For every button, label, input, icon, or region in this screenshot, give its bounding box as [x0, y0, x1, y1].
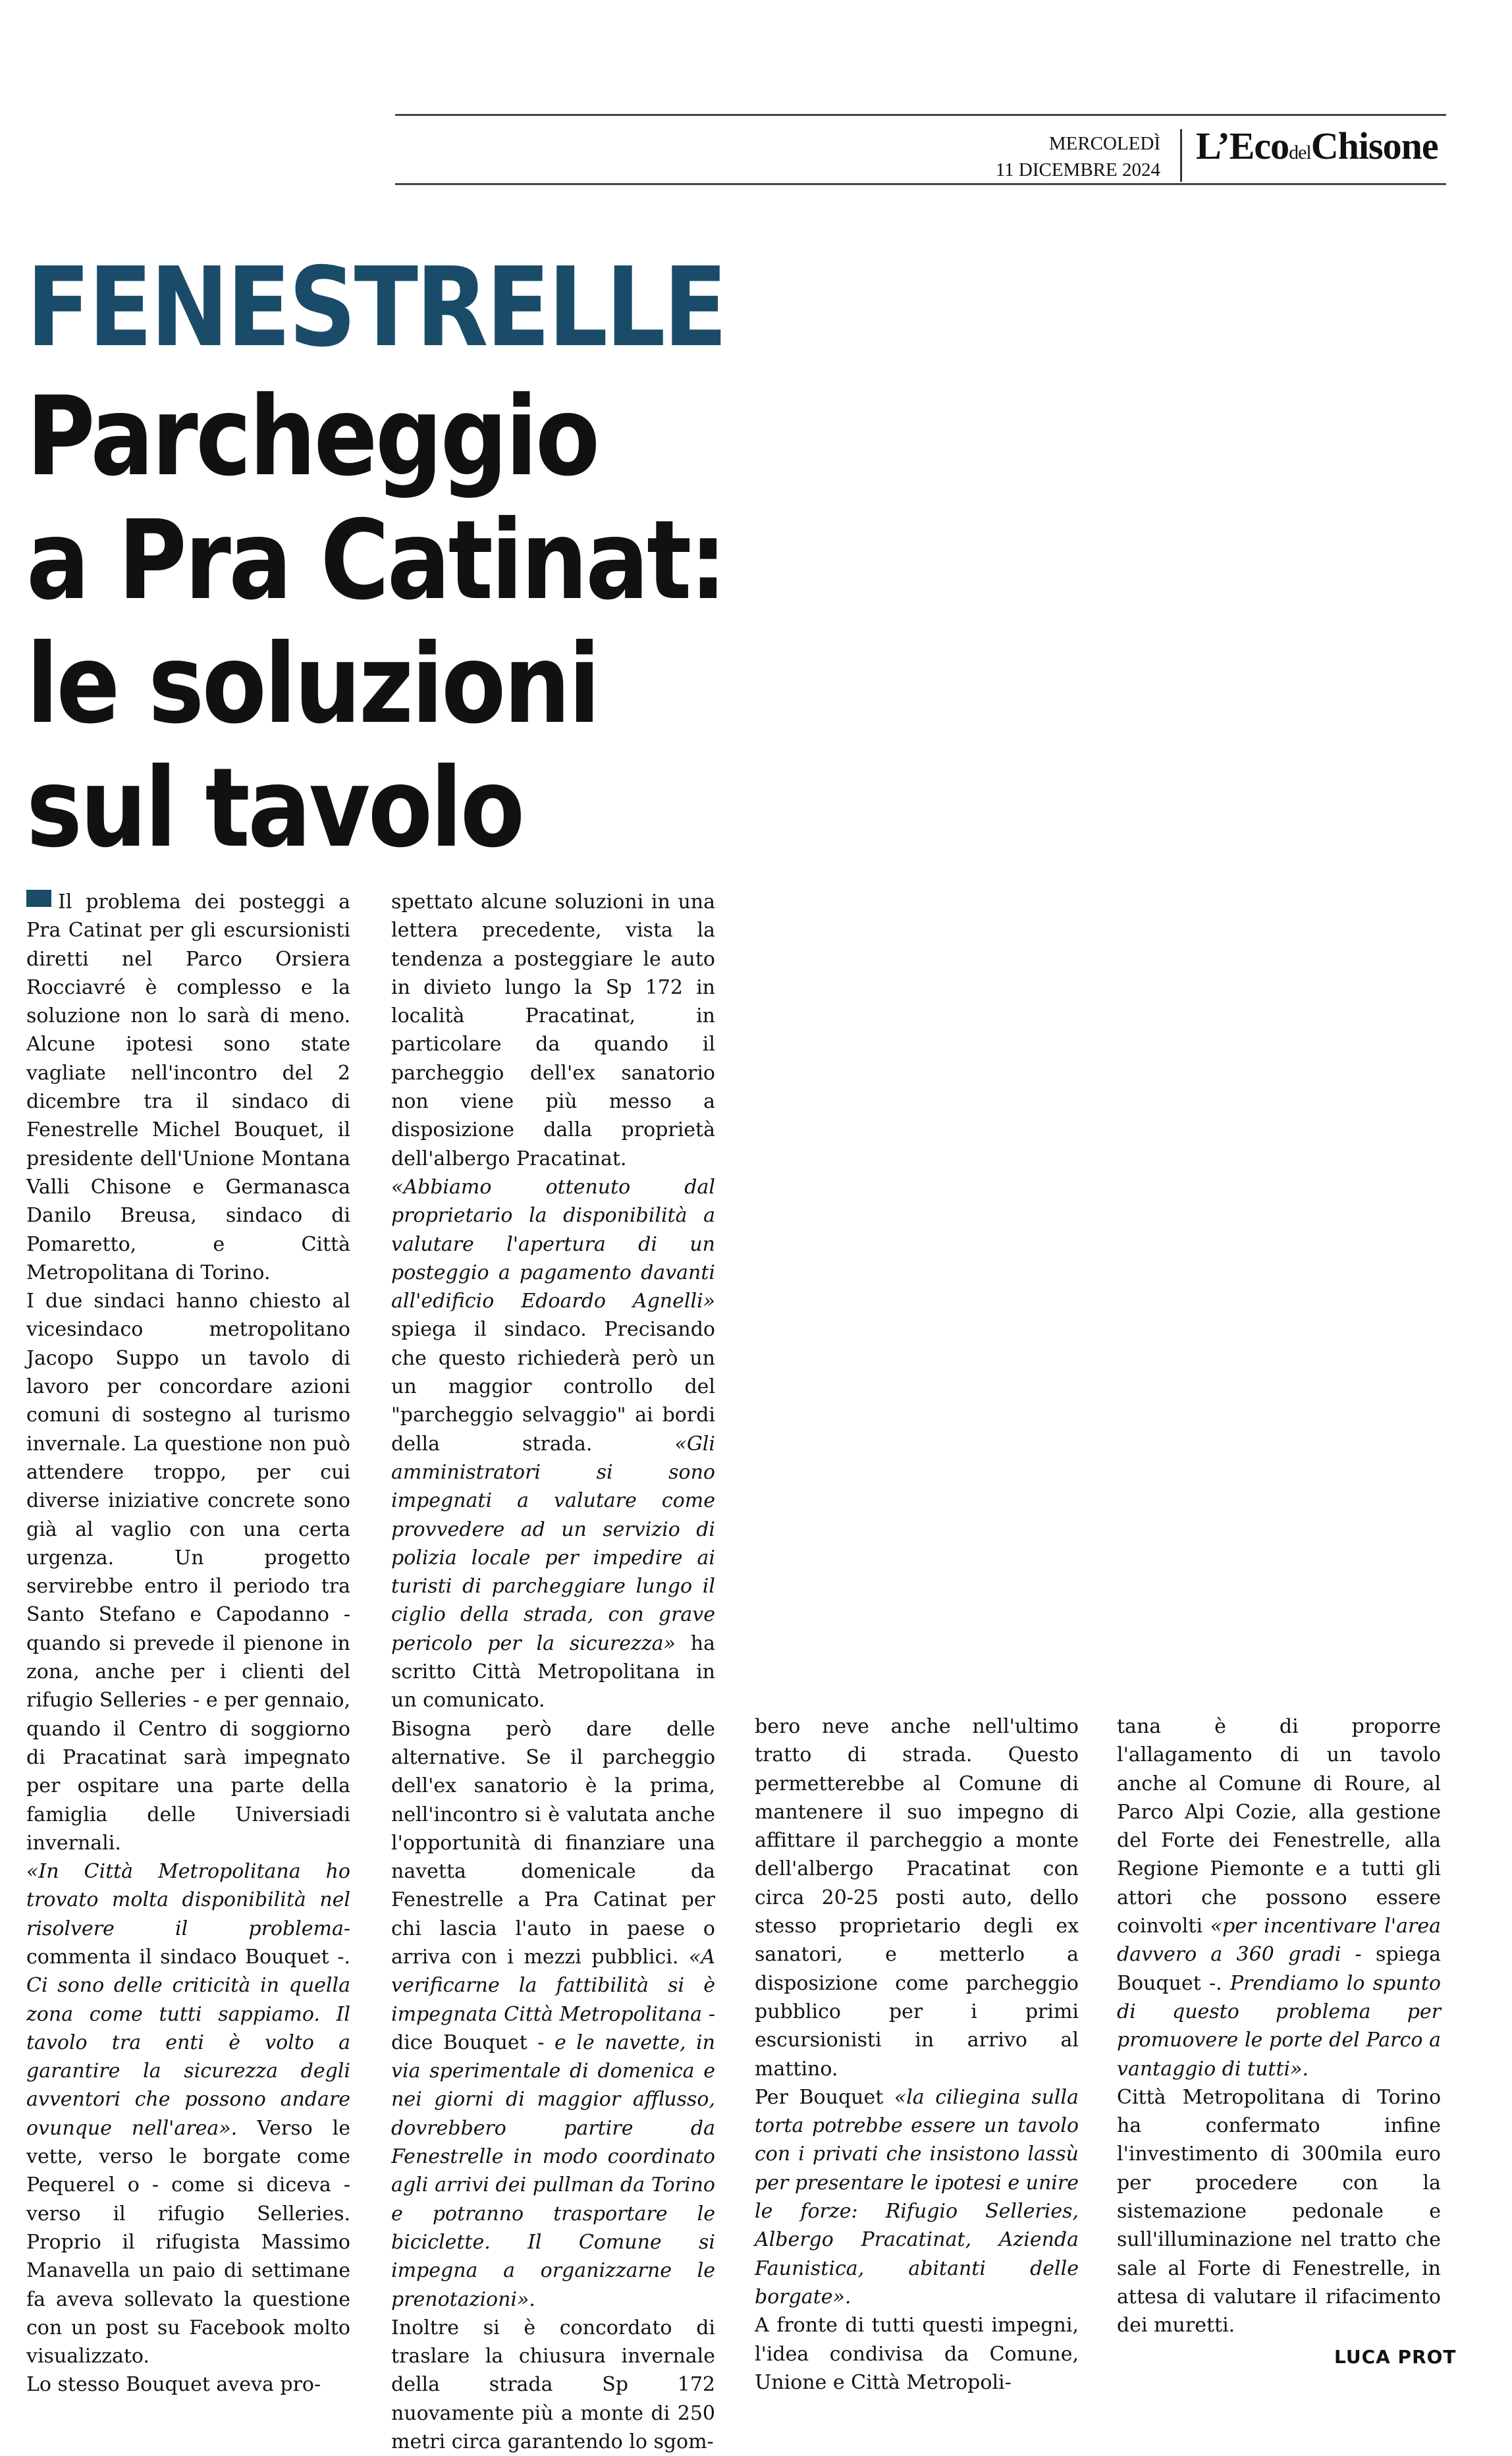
- paragraph: A fronte di tutti questi impegni, l'idea condivisa da Comune, Unione e Città Metropoli-: [755, 2314, 1079, 2394]
- headline-line: le soluzioni: [26, 621, 599, 748]
- paragraph: bero neve anche nell'ultimo tratto di strada. Questo permetterebbe al Comune di mantenere il suo impegno di affittare il parcheggio a monte dell'albergo Pracatinat con circa 20-25 posti auto, dello stesso proprietario degli ex sanatori, e metterlo a disposizione come parcheggio pubblico per i primi escursionisti in arrivo al mattino.: [755, 1715, 1079, 2081]
- paragraph: Bisogna però dare delle alternative. Se il parcheggio dell'ex sanatorio è la prima, nell'incontro si è valutata anche l'opportunità di finanziare una navetta domenicale da Fenestrelle a Pra Catinat per chi lascia l'auto in paese o arriva con i mezzi pubblici. «A verificarne la fattibilità si è impegnata Città Metropolitana - dice Bouquet - e le navette, in via sperimentale di domenica e nei giorni di maggior afflusso, dovrebbero partire da Fenestrelle in modo coordinato agli arrivi dei pullman da Torino e potranno trasportare le biciclette. Il Comune si impegna a organizzarne le prenotazioni».: [391, 1717, 715, 2311]
- section-marker-icon: [26, 890, 51, 907]
- paragraph: Lo stesso Bouquet aveva pro-: [26, 2373, 321, 2397]
- paragraph: Il problema dei posteggi a Pra Catinat per gli escursionisti diretti nel Parco Orsiera Rocciavré è complesso e la soluzione non lo sarà di meno. Alcune ipotesi sono state vagliate nell'incontro del 2 dicembre tra il sindaco di Fenestrelle Michel Bouquet, il presidente dell'Unione Montana Valli Chisone e Germanasca Danilo Breusa, sindaco di Pomaretto, e Città Metropolitana di Torino.: [26, 890, 350, 1284]
- issue-date: [996, 130, 1160, 183]
- masthead-top-rule: [395, 114, 1446, 116]
- issue-full-date: 11 DICEMBRE 2024: [995, 159, 1160, 180]
- paragraph: Per Bouquet «la ciliegina sulla torta potrebbe essere un tavolo con i privati che insistono lassù per presentare le ipotesi e unire le forze: Rifugio Selleries, Albergo Pracatinat, Azienda Faunistica, abitanti delle borgate».: [755, 2085, 1079, 2308]
- paragraph: Inoltre si è concordato di traslare la chiusura invernale della strada Sp 172 nuovamente più a monte di 250 metri circa garantendo lo sgom-: [391, 2316, 715, 2454]
- logo-del: del: [1289, 142, 1311, 163]
- paragraph: tana è di proporre l'allagamento di un tavolo anche al Comune di Roure, al Parco Alpi Cozie, alla gestione del Forte dei Fenestrelle, alla Regione Piemonte e a tutti gli attori che possono essere coinvolti «per incentivare l'area davvero a 360 gradi - spiega Bouquet -. Prendiamo lo spunto di questo problema per promuovere le porte del Parco a vantaggio di tutti».: [1117, 1715, 1441, 2081]
- paragraph: Città Metropolitana di Torino ha confermato infine l'investimento di 300mila euro per procedere con la sistemazione pedonale e sull'illuminazione nel tratto che sale al Forte di Fenestrelle, in attesa di valutare il rifacimento dei muretti.: [1117, 2085, 1441, 2337]
- headline-line: sul tavolo: [26, 745, 523, 872]
- article-column-4: [1117, 1712, 1441, 2340]
- masthead-bottom-rule: [395, 183, 1446, 185]
- article-column-1: [26, 888, 350, 2399]
- article-column-3: [755, 1712, 1079, 2397]
- issue-day: MERCOLEDÌ: [1048, 133, 1160, 154]
- paragraph: «Abbiamo ottenuto dal proprietario la disponibilità a valutare l'apertura di un posteggio a pagamento davanti all'edificio Edoardo Agnelli» spiega il sindaco. Precisando che questo richiederà però un un maggior controllo del "parcheggio selvaggio" ai bordi della strada. «Gli amministratori si sono impegnati a valutare come provvedere ad un servizio di polizia locale per impedire ai turisti di parcheggiare lungo il ciglio della strada, con grave pericolo per la sicurezza» ha scritto Città Metropolitana in un comunicato.: [391, 1175, 715, 1712]
- headline-line: a Pra Catinat:: [26, 497, 725, 624]
- paragraph: «In Città Metropolitana ho trovato molta disponibilità nel risolvere il problema- commenta il sindaco Bouquet -. Ci sono delle criticità in quella zona come tutti sappiamo. Il tavolo tra enti è volto a garantire la sicurezza degli avventori che possono andare ovunque nell'area». Verso le vette, verso le borgate come Pequerel o - come si diceva - verso il rifugio Selleries. Proprio il rifugista Massimo Manavella un paio di settimane fa aveva sollevato la questione con un post su Facebook molto visualizzato.: [26, 1860, 350, 2368]
- logo-eco: L’Eco: [1196, 124, 1289, 167]
- paragraph: spettato alcune soluzioni in una lettera precedente, vista la tendenza a posteggiare le auto in divieto lungo la Sp 172 in località Pracatinat, in particolare da quando il parcheggio dell'ex sanatorio non viene più messo a disposizione dalla proprietà dell'albergo Pracatinat.: [391, 890, 715, 1170]
- article-column-2: [391, 888, 715, 2456]
- author-byline: LUCA PROT: [1334, 2346, 1457, 2368]
- masthead-divider: [1180, 129, 1182, 182]
- newspaper-logo: [1196, 124, 1438, 168]
- headline-line: Parcheggio: [26, 373, 598, 501]
- article-kicker: FENESTRELLE: [26, 244, 726, 371]
- paragraph: I due sindaci hanno chiesto al vicesindaco metropolitano Jacopo Suppo un tavolo di lavoro per concordare azioni comuni di sostegno al turismo invernale. La questione non può attendere troppo, per cui diverse iniziative concrete sono già al vaglio con una certa urgenza. Un progetto servirebbe entro il periodo tra Santo Stefano e Capodanno - quando si prevede il pienone in zona, anche per i clienti del rifugio Selleries - e per gennaio, quando il Centro di soggiorno di Pracatinat sarà impegnato per ospitare una parte della famiglia delle Universiadi invernali.: [26, 1290, 350, 1855]
- logo-chisone: Chisone: [1310, 124, 1438, 167]
- article-headline: [26, 375, 725, 871]
